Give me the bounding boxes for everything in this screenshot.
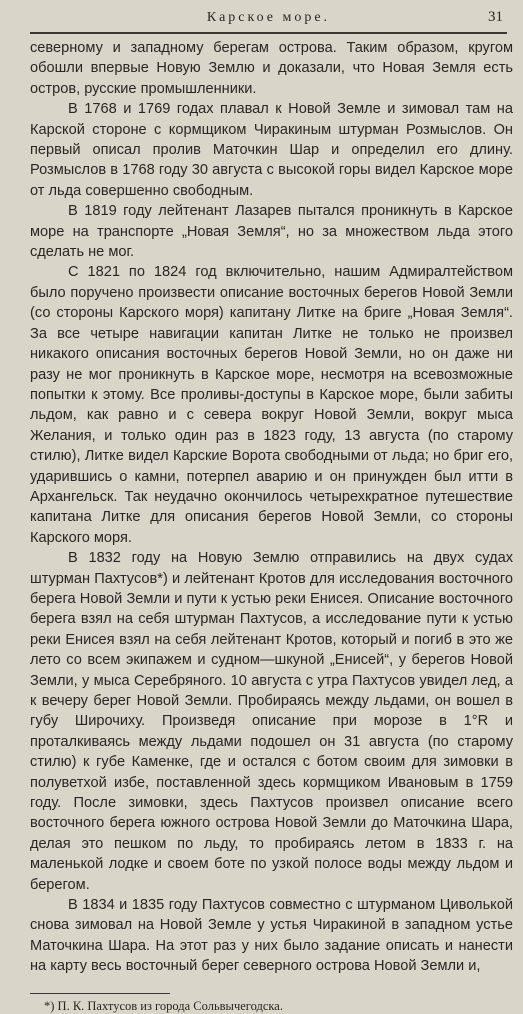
paragraph: В 1768 и 1769 годах плавал к Новой Земле и зимовал там на Карской стороне с кормщиком Чиракиным штурман Розмыслов. Он первый описал пролив Маточкин Шар и определил его длину. Розмыслов в 1768 году 30 августа с высокой горы видел Карское море от льда совершенно свободным. xyxy=(30,101,513,199)
running-title: Карское море. xyxy=(206,10,331,25)
footnote-divider xyxy=(30,993,170,994)
page-number: 31 xyxy=(488,9,503,25)
paragraph: В 1832 году на Новую Землю отправились на двух судах штурман Пахтусов*) и лейтенант Кротов для исследования восточного берега Новой Земли и пути к устью реки Енисея. Описание восточного берега взял на себя штурман Пахтусов, а исследование пути к устью реки Енисея взял на себя лейтенант Кротов, который и погиб в это же лето со всем экипажем и судном—шкуной „Енисей“, у берегов Новой Земли, у мыса Серебряного. 10 августа с утра Пахтусов увидел лед, а к вечеру берег Новой Земли. Пробираясь между льдами, он вошел в губу Широчиху. Произведя описание при морозе в 1°R и проталкиваясь между льдами подошел он 31 августа (по старому стилю) к губе Каменке, где и остался с ботом своим для зимовки в полуветхой избе, поставленной здесь кормщиком Ивановым в 1759 году. После зимовки, здесь Пахтусов произвел описание всего восточного берега южного острова Новой Земли до Маточкина Шара, делая это пешком по льду, то пробираясь летом в 1833 г. на маленькой лодке и своем боте по узкой полосе воды между льдом и берегом. xyxy=(30,550,513,893)
paragraph: В 1819 году лейтенант Лазарев пытался проникнуть в Карское море на транспорте „Новая Земля“, но за множеством льда этого сделать не мог. xyxy=(30,203,513,261)
paragraph: С 1821 по 1824 год включительно, нашим Адмиралтейством было поручено произвести описание восточных берегов Новой Земли (со стороны Карского моря) капитану Литке на бриге „Новая Земля“. За все четыре навигации капитан Литке не только не произвел никакого описания восточных берегов Новой Земли, но он даже ни разу не мог проникнуть в Карское море, несмотря на всевозможные попытки к этому. Все проливы-доступы в Карское море, были забиты льдом, как равно и с севера вокруг Новой Земли, вокруг мыса Желания, и только один раз в 1823 году, 13 августа (по старому стилю), Литке видел Карские Ворота свободными от льда; но бриг его, ударившись о камни, потерпел аварию и он принужден был итти в Архангельск. Так неудачно окончилось четырехкратное путешествие капитана Литке для описания берегов Новой Земли, со стороны Карского моря. xyxy=(30,264,513,546)
running-header xyxy=(30,6,507,34)
footnote: *) П. К. Пахтусов из города Сольвычегодска. xyxy=(44,998,283,1013)
body-text xyxy=(30,38,513,977)
paragraph: В 1834 и 1835 году Пахтусов совместно с штурманом Циволькой снова зимовал на Новой Земле у устья Чиракиной в западном устье Маточкина Шара. На этот раз у них было задание описать и нанести на карту весь восточный берег северного острова Новой Земли и, xyxy=(30,897,513,975)
paragraph: северному и западному берегам острова. Таким образом, кругом обошли впервые Новую Землю и доказали, что Новая Земля есть остров, русские промышленники. xyxy=(30,40,513,97)
